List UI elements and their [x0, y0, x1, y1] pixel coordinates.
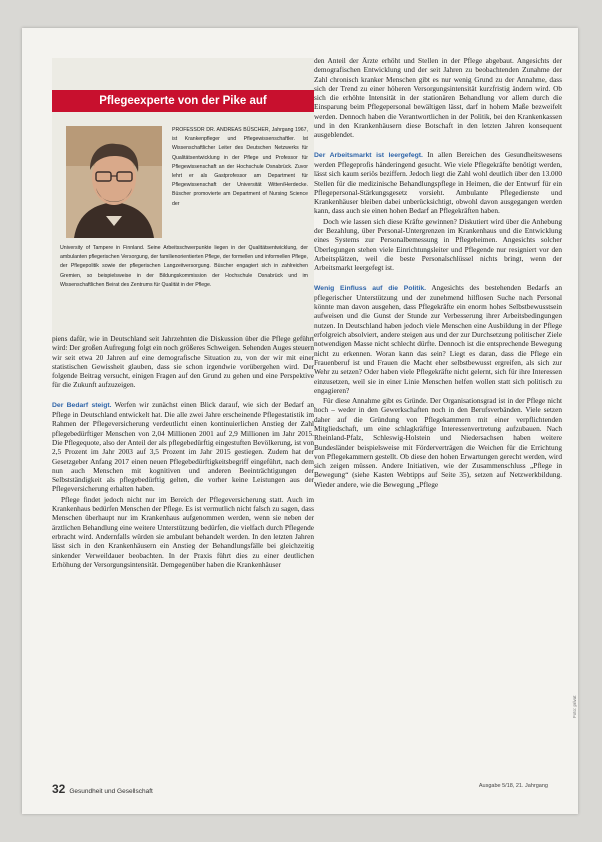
- subheading: Wenig Einfluss auf die Politik.: [314, 284, 427, 292]
- paragraph: piens dafür, wie in Deutschland seit Jahrzehnten die Diskussion über die Pflege geführt wird: Der großen Aufregung folgt ein noch größeres Schweigen. Sehenden Auges steuern wir seit etwa 20 Jahren auf eine demografische Situation zu, von der wir mit einer statistischen Gewissheit glauben, dass sie schon irgendwie vorübergehen wird. Der folgende Beitrag versucht, einigen Fragen auf den Grund zu gehen und eine Perspektive für die Zukunft aufzuzeigen.: [52, 334, 314, 390]
- photo-credit: Foto: privat: [572, 695, 577, 718]
- infobox-bio-text: PROFESSOR DR. ANDREAS BÜSCHER, Jahrgang 1967, ist Krankenpfleger und Pflegewissenschaftler. Ist Wissenschaftlicher Leiter des Deutschen Netzwerks für Qualitätsentwicklung in der Pflege und Professor für Pflegewissenschaft an der Hochschule Osnabrück. Zuvor lehrt er als Gastprofessor am Department für Pflegewissenschaft der Universität Witten/Herdecke. Büscher promovierte am Department of Nursing Science der: [172, 127, 308, 207]
- portrait-photo: [66, 126, 162, 238]
- infobox-bio-text-continued: University of Tampere in Finnland. Seine Arbeitsschwerpunkte liegen in der Qualitätsentwicklung, der ambulanten pflegerischen Versorgung, der familienorientierten Pflege, der formellen und informellen Pflege, der Pflegepolitik sowie der pflegerischen Langzeitversorgung. Büscher engagiert sich in zahlreichen Gremien, so beispielsweise in der Bildungskommission der Hochschule Osnabrück und im Wissenschaftlichen Beirat des Zentrums für Qualität in der Pflege.: [60, 245, 308, 288]
- page-number: 32: [52, 782, 66, 796]
- left-column: [52, 334, 314, 569]
- magazine-page: [22, 28, 578, 814]
- paragraph: [52, 400, 314, 494]
- issue-info: Ausgabe 5/18, 21. Jahrgang: [478, 783, 548, 789]
- subheading: Der Arbeitsmarkt ist leergefegt.: [314, 151, 423, 159]
- paragraph-text: In allen Bereichen des Gesundheitswesens werden Pflegeprofis händeringend gesucht. Wie viele Pflegekräfte benötigt werden, lässt sich kaum seriös beziffern. Jedoch liegt die Zahl wohl deutlich über den 13.000 Stellen für die medizinische Behandlungspflege in Heimen, die der Entwurf für ein Pflegepersonal-Stärkungsgesetz vorsieht. Ambulante Pflegedienste und Krankenhäuser bleiben dabei unberücksichtigt, obwohl davon ausgegangen werden kann, dass auch sie einen hohen Bedarf an Pflegekräften haben.: [314, 149, 563, 216]
- paragraph: Pflege findet jedoch nicht nur im Bereich der Pflegeversicherung statt. Auch im Krankenhaus bedürfen Menschen der Pflege. Es ist vermutlich nicht falsch zu sagen, dass Menschen überhaupt nur im Krankenhaus aufgenommen werden, wenn sie neben der ärztlichen Behandlung eine weitere Unterstützung bedürfen, die vielfach durch Pflegende erbracht wird. Andernfalls würden sie ambulant behandelt werden. In den letzten Jahren lässt sich in den Krankenhäusern ein Anstieg der Behandlungsfälle bei gleichzeitig sinkender Verweildauer beobachten. In der Praxis führt dies zu einer deutlichen Erhöhung der Versorgungsintensität. Demgegenüber haben die Krankenhäuser: [52, 494, 314, 569]
- subheading: Der Bedarf steigt.: [52, 401, 112, 409]
- paragraph: [314, 283, 562, 396]
- paragraph: Für diese Annahme gibt es Gründe. Der Organisationsgrad ist in der Pflege nicht hoch – weder in den Gewerkschaften noch in den Berufsverbänden. Viele setzen daher auf die Gründung von Pflegekammern mit einer verpflichtenden Mitgliedschaft, um eine schlagkräftige Interessenvertretung aufzubauen. Nach Rheinland-Pfalz, Schleswig-Holstein und Niedersachsen haben weitere Bundesländer beispielsweise mit Förderverträgen die Weichen für die Errichtung von Pflegekammern gestellt. Ob diese den hohen Erwartungen gerecht werden, wird sich zeigen müssen. Andere Initiativen, wie der Zusammenschluss „Pflege in Bewegung“ (siehe Kasten Webtipps auf Seite 35), setzen auf Netzwerkbildung. Wieder andere, wie die Bewegung „Pflege: [314, 396, 562, 489]
- paragraph: [314, 150, 562, 216]
- paragraph: den Anteil der Ärzte erhöht und Stellen in der Pflege abgebaut. Angesichts der demografischen Entwicklung und der seit Jahren zu beobachtenden Zunahme der Zahl chronisch kranker Menschen gibt es nur wenig Grund zu der Annahme, dass sich der Trend zu einer höheren Versorgungsintensität kurzfristig ändern wird. Ob sich die erhöhte Intensität in der stationären Behandlung vor allem durch die Einsparung beim Pflegepersonal bewältigen lässt, darf in hohem Maße bezweifelt werden. Dennoch haben die Verantwortlichen in der Politik, bei den Krankenkassen und in den Krankenhäusern diese Botschaft in den letzten Jahren konsequent ausgeblendet.: [314, 56, 562, 140]
- magazine-title: Gesundheit und Gesellschaft: [69, 788, 153, 795]
- portrait-image: [66, 126, 162, 238]
- right-column: [314, 56, 562, 489]
- paragraph-text: Angesichts des bestehenden Bedarfs an pflegerischer Unterstützung und der zunehmend hilflosen Suche nach Personal könnte man davon ausgehen, dass Pflegekräfte ein enorm hohes Selbstbewusstsein aufweisen und die Gunst der Stunde zur Verbesserung ihrer Arbeitsbedingungen nutzen. In Deutschland haben jedoch viele Menschen eine Ausbildung in der Pflege erfolgreich absolviert, andere steigen aus und der zur Durchsetzung politischer Ziele notwendigen Masse nicht schlecht dürfte. Dennoch ist die entsprechende Bewegung nicht zu erkennen. Woran kann das sein? Liegt es daran, dass die Pflege ein Frauenberuf ist und Frauen die Macht eher selbstbewusst ergreifen, als sich zur Wehr zu setzen? Oder haben viele Pflegekräfte nicht gelernt, sich für ihre Interessen einzusetzen, weil sie in einer Linie Menschen helfen wollen statt sich politisch zu engagieren?: [314, 282, 563, 395]
- paragraph-text: Werfen wir zunächst einen Blick darauf, wie sich der Bedarf an Pflege in Deutschland entwickelt hat. Die alle zwei Jahre erscheinende Pflegestatistik im Rahmen der Pflegeversicherung verdeutlicht einen kontinuierlichen Anstieg der Zahl pflegebedürftiger Menschen von 2,04 Millionen 2001 auf 2,9 Millionen im Jahr 2015. Die Pflegequote, also der Anteil der als pflegebedürftig eingestuften Bevölkerung, ist von 2,5 Prozent im Jahr 2003 auf 3,5 Prozent im Jahr 2015 gestiegen. Zudem hat der Gesetzgeber Anfang 2017 einen neuen Pflegebedürftigkeitsbegriff eingeführt, nach dem nun auch Menschen mit kognitiven und anderen Beeinträchtigungen der Selbstständigkeit als pflegebedürftig gelten, die vorher keine Leistungen aus der Pflegeversicherung erhalten haben.: [52, 399, 315, 494]
- page-footer-left: [52, 780, 153, 798]
- infobox-title: Pflegeexperte von der Pike auf: [52, 90, 314, 112]
- paragraph: Doch wie lassen sich diese Kräfte gewinnen? Diskutiert wird über die Anhebung der Bezahlung, über Personal-Untergrenzen im Krankenhaus und die Entwicklung eines Systems zur Personalbemessung in Pflegeheimen. Angesichts solcher Überlegungen stehen viele Einrichtungsleiter und Pflegende nur resigniert vor den Arbeitsplätzen, weil die beste Personalschlüssel nichts bringt, wenn der Arbeitsmarkt leergefegt ist.: [314, 216, 562, 273]
- infobox: [52, 58, 314, 354]
